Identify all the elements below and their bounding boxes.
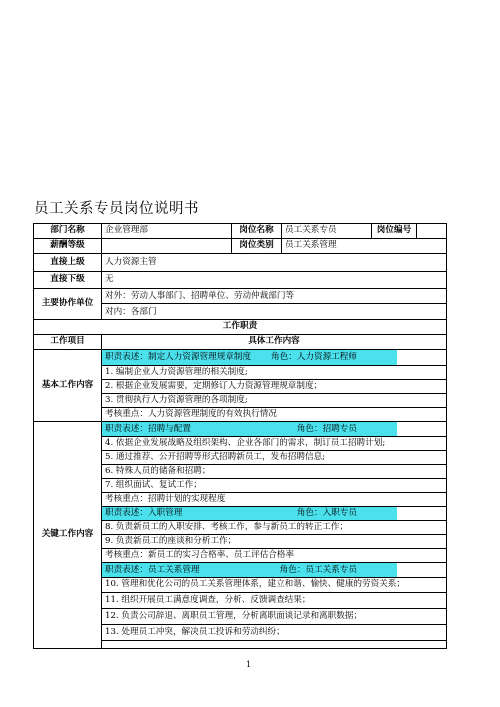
work-item: 1. 编制企业人力资源管理的相关制度; <box>102 366 447 380</box>
work-item: 12. 负责公司辞退、离职员工管理，分析离职面谈记录和离职数据； <box>102 609 447 625</box>
row-duties-header <box>34 320 447 335</box>
basic-work-label: 基本工作内容 <box>34 350 102 422</box>
job-description-table <box>33 223 447 649</box>
subordinate-label: 直接下级 <box>34 272 102 289</box>
table-row <box>34 350 447 366</box>
supervisor-value: 人力资源主管 <box>102 254 447 272</box>
row-supervisor <box>34 254 447 272</box>
work-item: 7. 组织面试、复试工作； <box>102 479 447 493</box>
row-dept <box>34 224 447 239</box>
dept-value: 企业管理部 <box>102 224 232 239</box>
duty-role: 角色：招聘专员 <box>296 424 357 434</box>
supervisor-label: 直接上级 <box>34 254 102 272</box>
salary-value <box>102 239 232 254</box>
position-value: 员工关系专员 <box>282 224 372 239</box>
dept-label: 部门名称 <box>34 224 102 239</box>
category-label: 岗位类别 <box>232 239 282 254</box>
work-item: 8. 负责新员工的入职安排、考核工作，参与新员工的转正工作； <box>102 521 447 535</box>
position-no-label: 岗位编号 <box>372 224 417 239</box>
duty-statement: 职责表述：员工关系管理 <box>105 565 200 575</box>
assessment: 考核重点：人力资源管理制度的有效执行情况 <box>102 408 447 422</box>
category-value: 员工关系管理 <box>282 239 447 254</box>
work-item: 6. 特殊人员的储备和招聘； <box>102 465 447 479</box>
duty-role: 角色：入职专员 <box>296 508 357 518</box>
work-content-header: 具体工作内容 <box>102 335 447 350</box>
assessment: 考核重点：新员工的实习合格率、员工评估合格率 <box>102 549 447 563</box>
work-item: 13. 处理员工冲突，解决员工投诉和劳动纠纷； <box>102 625 447 641</box>
duty-statement: 职责表述：入职管理 <box>105 508 183 518</box>
key-work-label: 关键工作内容 <box>34 422 102 649</box>
work-item: 2. 根据企业发展需要，定期修订人力资源管理规章制度； <box>102 380 447 394</box>
empty-cell <box>102 641 447 649</box>
work-item: 10. 管理和优化公司的员工关系管理体系，建立和谐、愉快、健康的劳资关系； <box>102 578 447 593</box>
salary-label: 薪酬等级 <box>34 239 102 254</box>
work-item-header: 工作项目 <box>34 335 102 350</box>
page-number: 1 <box>246 660 252 669</box>
duties-header: 工作职责 <box>34 320 447 335</box>
row-subordinate <box>34 272 447 289</box>
cooperation-internal: 对内：各部门 <box>102 303 446 319</box>
cooperation-label: 主要协作单位 <box>34 289 102 320</box>
work-item: 3. 贯彻执行人力资源管理的各项制度; <box>102 394 447 408</box>
work-item: 9. 负责新员工的座谈和分析工作； <box>102 535 447 549</box>
duty-role: 角色：员工关系专员 <box>279 565 357 575</box>
row-salary <box>34 239 447 254</box>
assessment: 考核重点：招聘计划的实现程度 <box>102 493 447 507</box>
row-cooperation <box>34 289 447 320</box>
duty-statement: 职责表述：招聘与配置 <box>105 424 191 434</box>
position-label: 岗位名称 <box>232 224 282 239</box>
duty-role: 角色：人力资源工程师 <box>271 352 357 362</box>
subordinate-value: 无 <box>102 272 447 289</box>
row-column-headers <box>34 335 447 350</box>
work-item: 4. 依据企业发展战略及组织架构、企业各部门的需求，制订员工招聘计划; <box>102 437 447 451</box>
work-item: 11. 组织开展员工满意度调查，分析、反馈调查结果； <box>102 593 447 609</box>
document-title: 员工关系专员岗位说明书 <box>34 201 199 217</box>
table-row <box>34 422 447 437</box>
work-item: 5. 通过推荐、公开招聘等形式招聘新员工，发布招聘信息; <box>102 451 447 465</box>
position-no-value <box>417 224 447 239</box>
cooperation-external: 对外：劳动人事部门、招聘单位、劳动仲裁部门等 <box>105 291 295 301</box>
duty-statement: 职责表述：制定人力资源管理规章制度 <box>105 352 252 362</box>
